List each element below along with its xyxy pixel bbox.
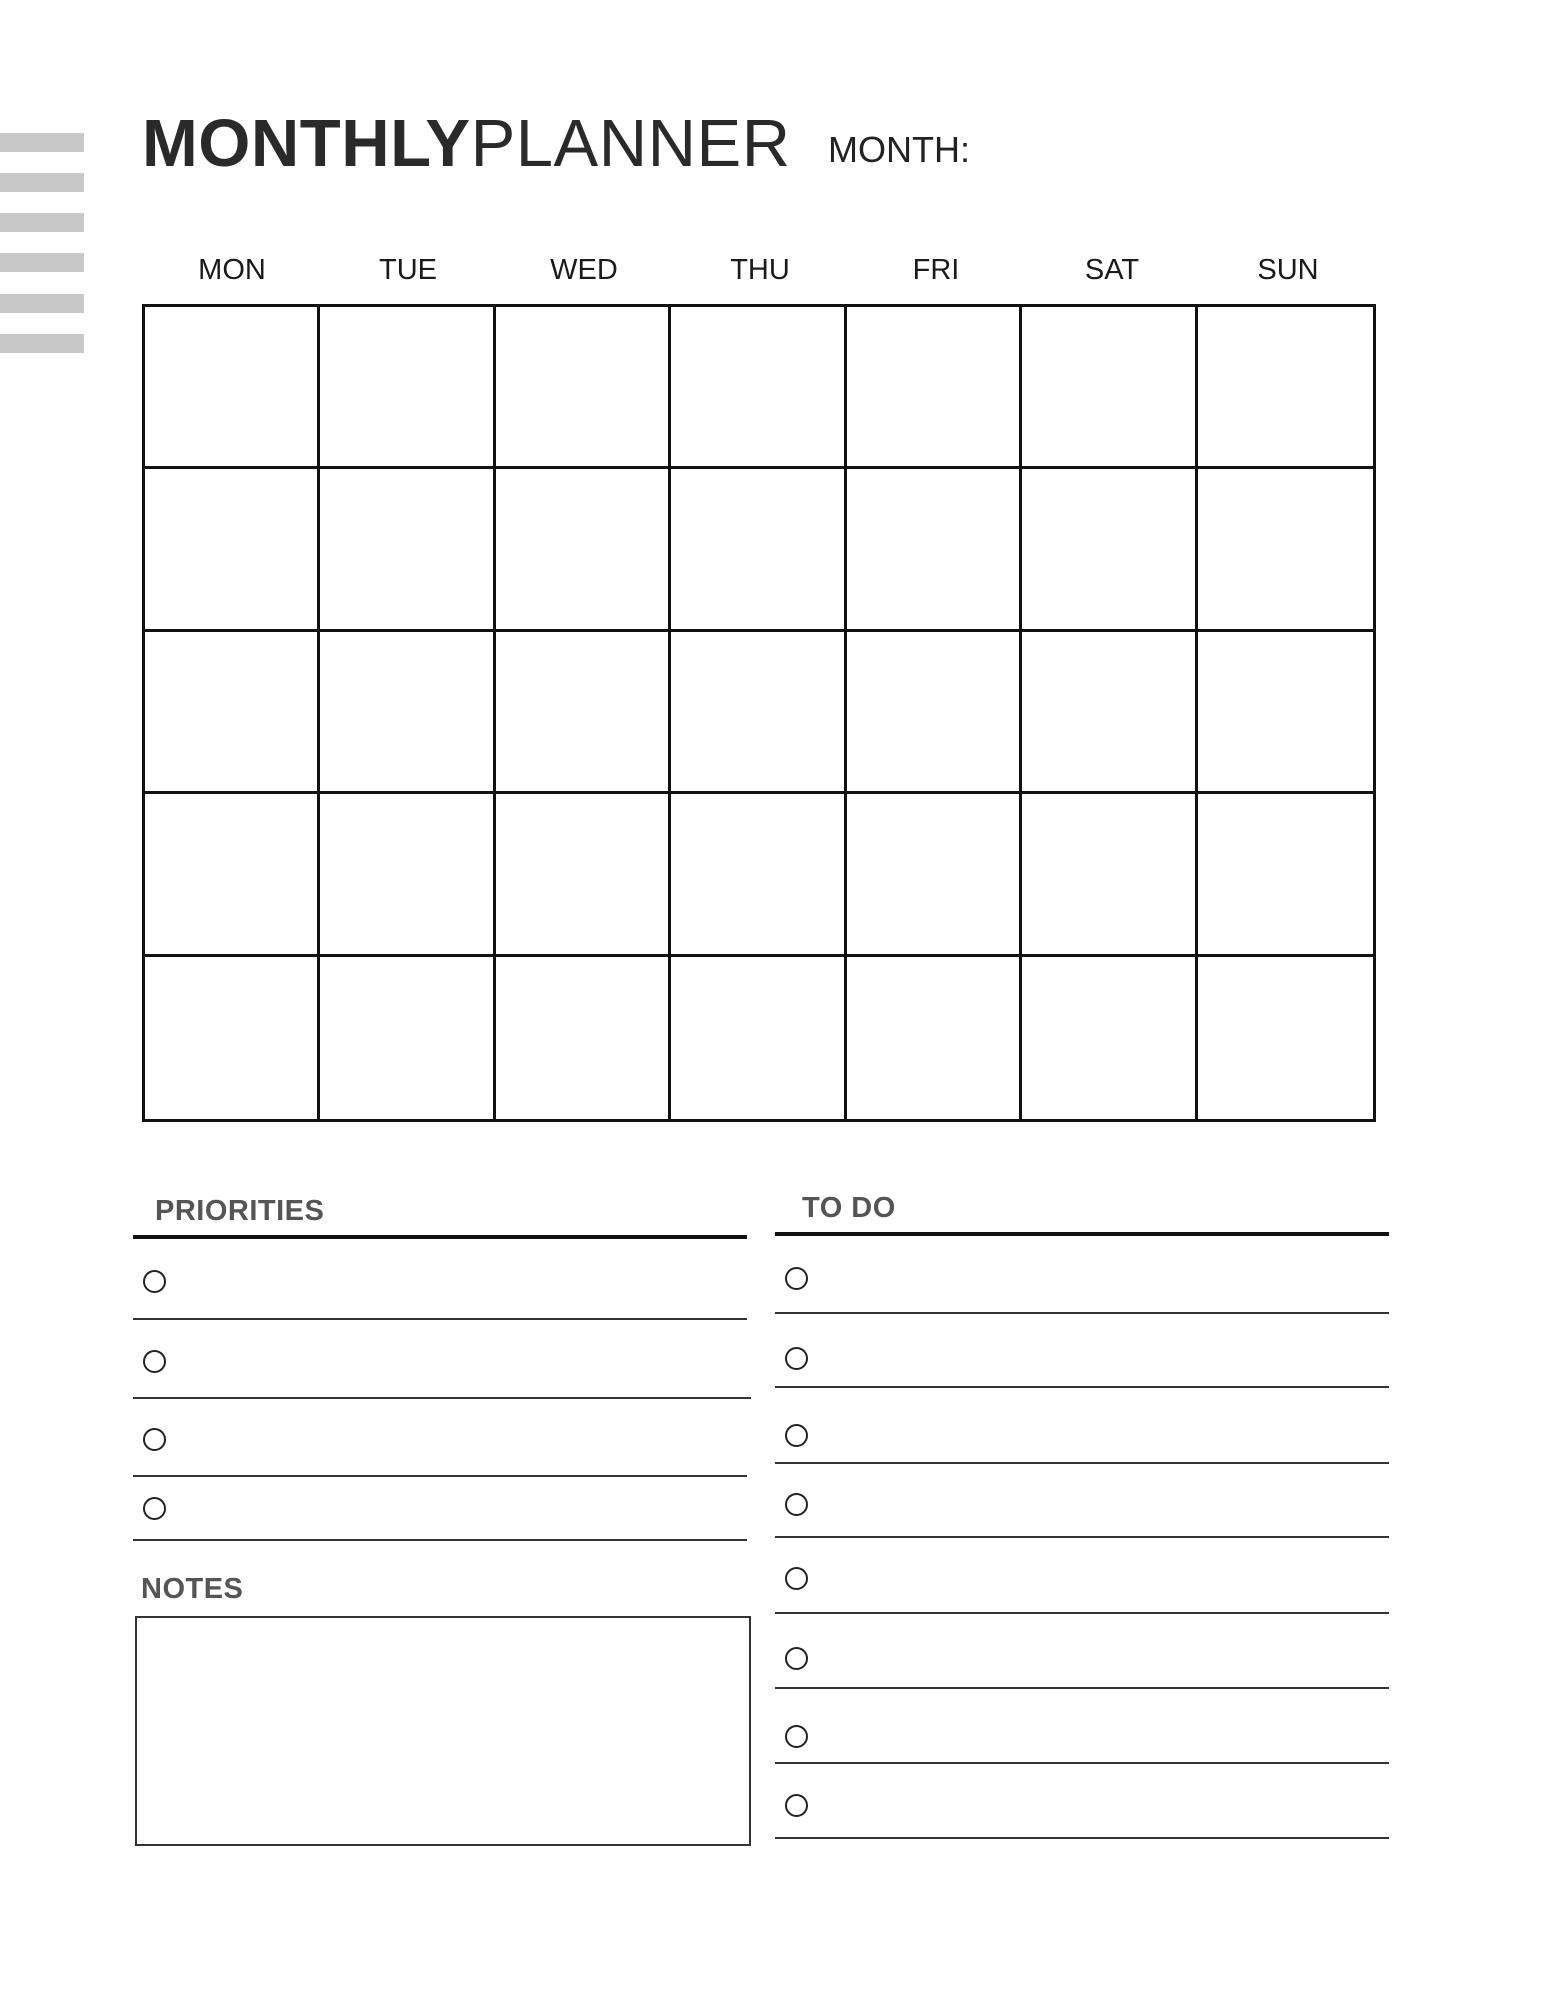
- priority-checkbox[interactable]: [143, 1497, 166, 1520]
- todo-checkbox[interactable]: [785, 1493, 808, 1516]
- calendar-day-cell[interactable]: [320, 957, 495, 1119]
- todo-line: [775, 1762, 1389, 1764]
- priority-checkbox[interactable]: [143, 1350, 166, 1373]
- month-label: MONTH:: [828, 129, 970, 170]
- calendar-day-cell[interactable]: [1022, 957, 1197, 1119]
- tab-stripe: [0, 173, 84, 192]
- todo-checkbox[interactable]: [785, 1725, 808, 1748]
- calendar-day-cell[interactable]: [671, 469, 846, 631]
- calendar-day-cell[interactable]: [496, 307, 671, 469]
- title-bold: MONTHLY: [142, 106, 471, 181]
- todo-heading: TO DO: [802, 1192, 896, 1224]
- priority-checkbox[interactable]: [143, 1270, 166, 1293]
- calendar-day-cell[interactable]: [671, 307, 846, 469]
- calendar-day-cell[interactable]: [496, 794, 671, 956]
- calendar-day-cell[interactable]: [145, 307, 320, 469]
- notes-heading: NOTES: [141, 1573, 244, 1605]
- todo-underline: [775, 1232, 1389, 1236]
- todo-checkbox[interactable]: [785, 1794, 808, 1817]
- calendar-day-cell[interactable]: [1198, 794, 1373, 956]
- todo-checkbox[interactable]: [785, 1567, 808, 1590]
- weekday-tue: TUE: [379, 254, 437, 286]
- calendar-day-cell[interactable]: [671, 632, 846, 794]
- tab-stripe: [0, 133, 84, 152]
- priority-checkbox[interactable]: [143, 1428, 166, 1451]
- todo-line: [775, 1687, 1389, 1689]
- calendar-day-cell[interactable]: [496, 632, 671, 794]
- priorities-underline: [133, 1235, 747, 1239]
- calendar-day-cell[interactable]: [320, 307, 495, 469]
- page-title: [142, 104, 791, 184]
- calendar-day-cell[interactable]: [1022, 469, 1197, 631]
- calendar-day-cell[interactable]: [1198, 469, 1373, 631]
- weekday-mon: MON: [198, 254, 266, 286]
- priority-line: [133, 1397, 751, 1399]
- weekday-sun: SUN: [1257, 254, 1319, 286]
- calendar-day-cell[interactable]: [320, 632, 495, 794]
- calendar-day-cell[interactable]: [847, 469, 1022, 631]
- todo-line: [775, 1386, 1389, 1388]
- todo-line: [775, 1312, 1389, 1314]
- priority-line: [133, 1539, 747, 1541]
- notes-box[interactable]: [135, 1616, 751, 1846]
- calendar-day-cell[interactable]: [1198, 632, 1373, 794]
- todo-line: [775, 1536, 1389, 1538]
- weekday-fri: FRI: [912, 254, 960, 286]
- calendar-day-cell[interactable]: [320, 469, 495, 631]
- weekday-wed: WED: [550, 254, 618, 286]
- calendar-grid: [142, 304, 1376, 1122]
- calendar-day-cell[interactable]: [847, 632, 1022, 794]
- tab-stripe: [0, 213, 84, 232]
- todo-checkbox[interactable]: [785, 1347, 808, 1370]
- calendar-day-cell[interactable]: [671, 957, 846, 1119]
- weekday-sat: SAT: [1084, 254, 1140, 286]
- tab-stripe: [0, 294, 84, 313]
- calendar-day-cell[interactable]: [145, 957, 320, 1119]
- tab-stripe: [0, 334, 84, 353]
- priorities-heading: PRIORITIES: [155, 1195, 325, 1227]
- todo-checkbox[interactable]: [785, 1424, 808, 1447]
- weekday-thu: THU: [730, 254, 790, 286]
- calendar-day-cell[interactable]: [145, 632, 320, 794]
- weekday-header: [144, 247, 1376, 293]
- calendar-day-cell[interactable]: [847, 794, 1022, 956]
- calendar-day-cell[interactable]: [320, 794, 495, 956]
- tab-stripe: [0, 253, 84, 272]
- todo-line: [775, 1462, 1389, 1464]
- calendar-day-cell[interactable]: [847, 957, 1022, 1119]
- calendar-day-cell[interactable]: [496, 957, 671, 1119]
- priority-line: [133, 1318, 747, 1320]
- calendar-day-cell[interactable]: [145, 794, 320, 956]
- calendar-day-cell[interactable]: [1198, 307, 1373, 469]
- calendar-day-cell[interactable]: [1198, 957, 1373, 1119]
- todo-checkbox[interactable]: [785, 1647, 808, 1670]
- priority-line: [133, 1475, 747, 1477]
- calendar-day-cell[interactable]: [1022, 632, 1197, 794]
- calendar-day-cell[interactable]: [671, 794, 846, 956]
- calendar-day-cell[interactable]: [1022, 794, 1197, 956]
- calendar-day-cell[interactable]: [1022, 307, 1197, 469]
- todo-line: [775, 1612, 1389, 1614]
- todo-line: [775, 1837, 1389, 1839]
- title-light: PLANNER: [470, 106, 791, 181]
- calendar-day-cell[interactable]: [145, 469, 320, 631]
- calendar-day-cell[interactable]: [496, 469, 671, 631]
- calendar-day-cell[interactable]: [847, 307, 1022, 469]
- todo-checkbox[interactable]: [785, 1267, 808, 1290]
